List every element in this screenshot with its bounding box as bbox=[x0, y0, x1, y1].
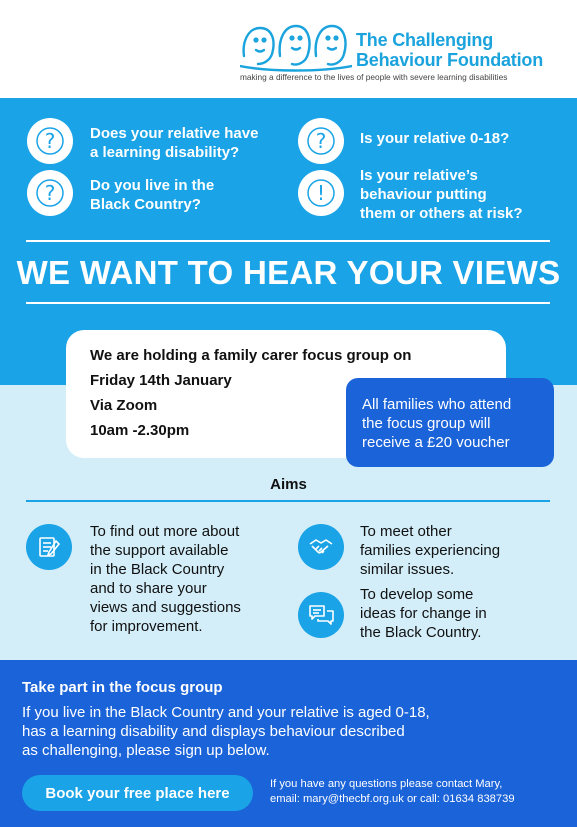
svg-text:?: ? bbox=[44, 181, 56, 205]
question-relative-disability: Does your relative have a learning disability? bbox=[90, 125, 259, 161]
exclamation-mark-icon bbox=[298, 170, 344, 216]
book-free-place-button[interactable]: Book your free place here bbox=[22, 775, 253, 811]
take-part-body: If you live in the Black Country and your relative is aged 0-18, has a learning disability and displays behaviour described as challenging, please sign up below. bbox=[22, 704, 430, 759]
svg-text:?: ? bbox=[44, 129, 56, 153]
question-live-black-country: Do you live in the Black Country? bbox=[90, 177, 215, 213]
aim-meet-families: To meet other families experiencing similar issues. bbox=[360, 523, 501, 578]
question-behaviour-risk: Is your relative’s behaviour putting them or others at risk? bbox=[360, 167, 523, 222]
handshake-icon bbox=[298, 524, 344, 570]
question-mark-icon bbox=[27, 118, 73, 164]
svg-text:?: ? bbox=[315, 129, 327, 153]
aims-title: Aims bbox=[270, 476, 307, 493]
notepad-pen-icon bbox=[26, 524, 72, 570]
aim-develop-ideas: To develop some ideas for change in the Black Country. bbox=[360, 586, 487, 641]
aims-divider bbox=[26, 500, 550, 502]
org-name-line-2: Behaviour Foundation bbox=[356, 50, 543, 70]
tagline: making a difference to the lives of people with severe learning disabilities bbox=[240, 72, 508, 82]
event-date: Friday 14th January bbox=[90, 372, 232, 389]
take-part-title: Take part in the focus group bbox=[22, 679, 223, 696]
voucher-callout: All families who attend the focus group will receive a £20 voucher bbox=[346, 378, 554, 467]
event-intro: We are holding a family carer focus group on bbox=[90, 347, 412, 364]
aim-find-out-more: To find out more about the support available in the Black Country and to share your views and suggestions for improvement. bbox=[90, 523, 241, 635]
question-relative-age: Is your relative 0-18? bbox=[360, 130, 510, 147]
divider bbox=[26, 302, 550, 304]
chat-bubbles-icon bbox=[298, 592, 344, 638]
divider bbox=[26, 240, 550, 242]
event-time: 10am -2.30pm bbox=[90, 422, 190, 439]
organisation-name bbox=[356, 30, 543, 70]
event-venue: Via Zoom bbox=[90, 397, 158, 414]
three-faces-logo bbox=[240, 20, 352, 72]
svg-text:!: ! bbox=[316, 181, 326, 205]
question-mark-icon bbox=[298, 118, 344, 164]
org-name-line-1: The Challenging bbox=[356, 30, 494, 50]
contact-info: If you have any questions please contact Mary, email: mary@thecbf.org.uk or call: 01634 838739 bbox=[270, 778, 515, 805]
headline: WE WANT TO HEAR YOUR VIEWS bbox=[16, 254, 561, 291]
question-mark-icon bbox=[27, 170, 73, 216]
